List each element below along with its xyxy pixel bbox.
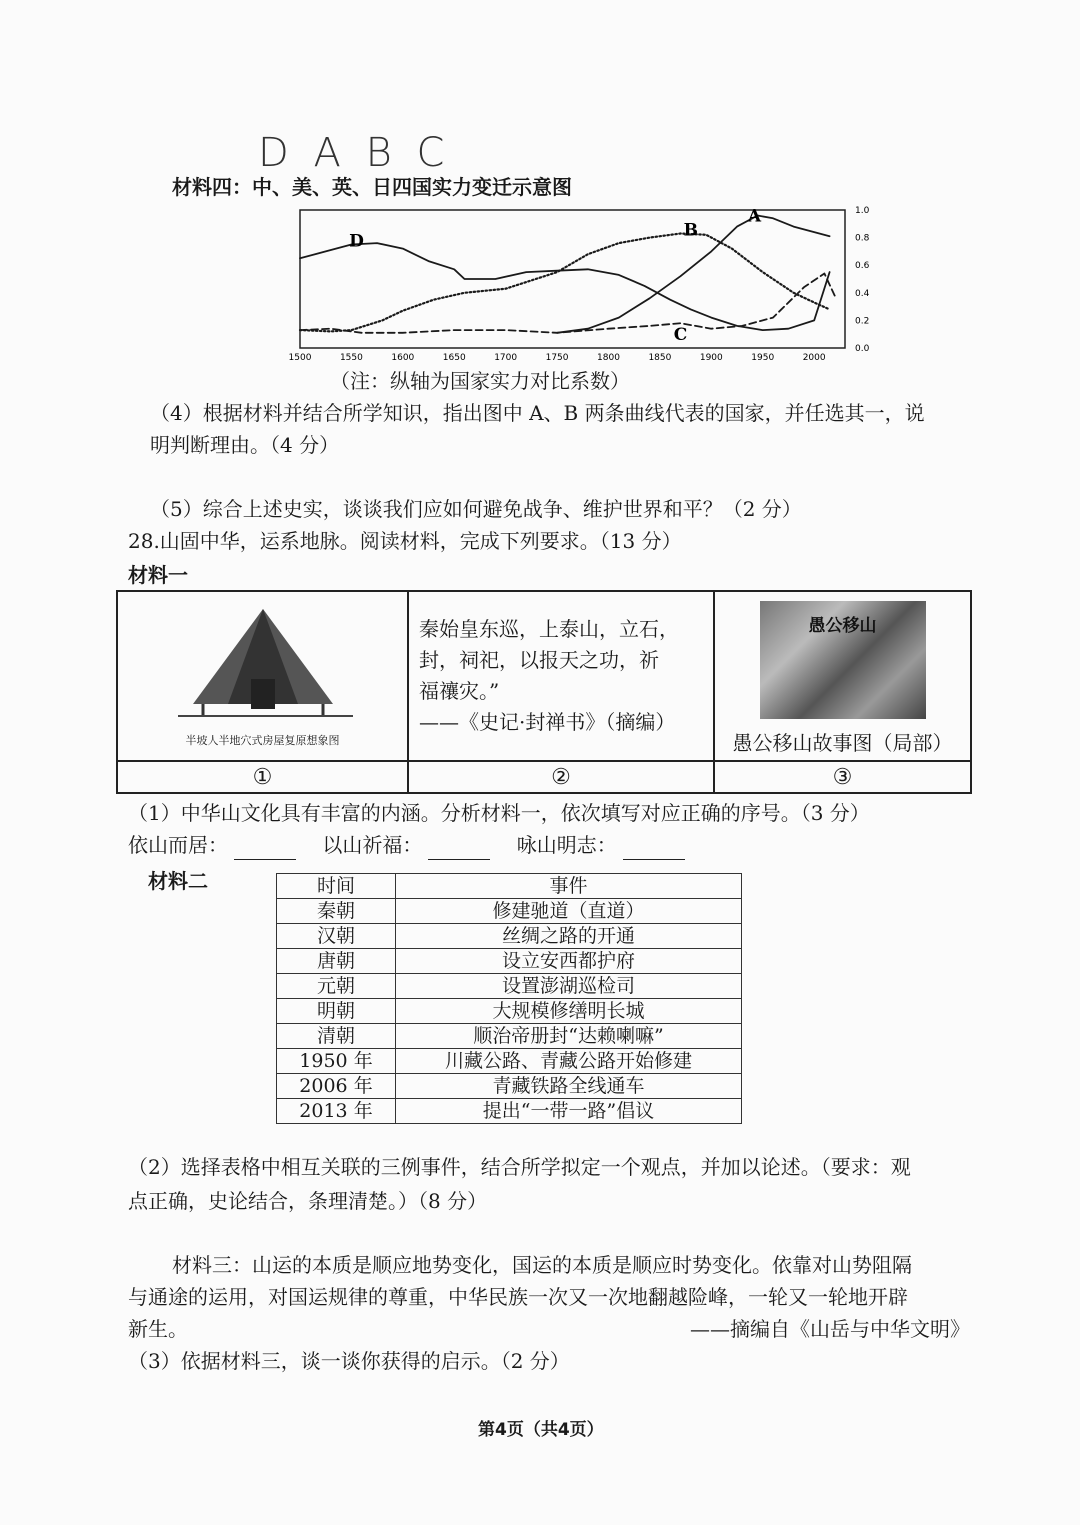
x-tick-label: 1800 xyxy=(597,353,620,363)
row-event: 提出“一带一路”倡议 xyxy=(396,1099,742,1124)
row-time: 2006 年 xyxy=(277,1074,396,1099)
table-row xyxy=(277,974,742,999)
blank-label-1: 依山而居： xyxy=(128,833,228,857)
material-one-label: 材料一 xyxy=(128,563,188,587)
question-5: （5）综合上述史实，谈谈我们应如何避免战争、维护世界和平？（2 分） xyxy=(150,497,802,521)
series-label-A: A xyxy=(747,206,762,227)
question-4-line1: （4）根据材料并结合所学知识，指出图中 A、B 两条曲线代表的国家，并任选其一，说 xyxy=(150,401,925,425)
x-tick-label: 1550 xyxy=(339,353,363,363)
handwritten-annotation: D A B C xyxy=(258,130,451,176)
x-tick-label: 1700 xyxy=(494,353,518,363)
series-line-B xyxy=(300,234,830,332)
row-time: 唐朝 xyxy=(277,949,396,974)
table-row xyxy=(277,924,742,949)
power-change-chart xyxy=(282,200,902,370)
question-2-line2: 点正确，史论结合，条理清楚。）（8 分） xyxy=(128,1189,488,1213)
cell-house-image xyxy=(117,591,408,761)
blank-1[interactable] xyxy=(234,837,296,860)
x-tick-label: 1900 xyxy=(699,353,723,363)
x-tick-label: 1600 xyxy=(391,353,415,363)
row-time: 元朝 xyxy=(277,974,396,999)
row-time: 2013 年 xyxy=(277,1099,396,1124)
material-four-title: 材料四：中、美、英、日四国实力变迁示意图 xyxy=(172,175,572,199)
y-tick-label: 0.0 xyxy=(855,344,870,354)
blank-2[interactable] xyxy=(428,837,490,860)
question-4-line2: 明判断理由。（4 分） xyxy=(150,433,340,457)
series-label-C: C xyxy=(673,325,688,346)
row-event: 顺治帝册封“达赖喇嘛” xyxy=(396,1024,742,1049)
row-event: 大规模修缮明长城 xyxy=(396,999,742,1024)
chart-note: （注：纵轴为国家实力对比系数） xyxy=(330,369,630,393)
material-three-source: ——摘编自《山岳与中华文明》 xyxy=(690,1317,970,1341)
series-line-C xyxy=(300,274,835,333)
question-1: （1）中华山文化具有丰富的内涵。分析材料一，依次填写对应正确的序号。（3 分） xyxy=(128,801,870,825)
quote-line-1: 秦始皇东巡，上泰山，立石， xyxy=(419,617,679,641)
x-tick-label: 1850 xyxy=(648,353,672,363)
row-event: 修建驰道（直道） xyxy=(396,899,742,924)
y-tick-label: 0.6 xyxy=(855,261,870,272)
row-event: 设置澎湖巡检司 xyxy=(396,974,742,999)
yugong-illustration xyxy=(760,601,926,719)
house-caption: 半坡人半地穴式房屋复原想象图 xyxy=(185,734,340,747)
material-three-line2: 与通途的运用，对国运规律的尊重，中华民族一次又一次地翻越险峰，一轮又一轮地开辟 xyxy=(128,1285,908,1309)
number-1: ① xyxy=(117,761,408,793)
series-line-D xyxy=(300,243,830,330)
chart-frame xyxy=(300,210,845,348)
question-2-line1: （2）选择表格中相互关联的三例事件，结合所学拟定一个观点，并加以论述。（要求：观 xyxy=(128,1155,911,1179)
table-row xyxy=(277,1024,742,1049)
yugong-caption: 愚公移山故事图（局部） xyxy=(732,730,953,755)
table-row xyxy=(277,1074,742,1099)
table-row xyxy=(277,1049,742,1074)
table-row xyxy=(277,899,742,924)
material-one-table xyxy=(116,590,972,794)
material-two-label: 材料二 xyxy=(148,869,208,893)
row-time: 秦朝 xyxy=(277,899,396,924)
row-event: 丝绸之路的开通 xyxy=(396,924,742,949)
number-2: ② xyxy=(408,761,714,793)
y-tick-label: 1.0 xyxy=(855,206,870,216)
banpo-house-illustration xyxy=(163,604,363,724)
cell-yugong-image xyxy=(714,591,971,761)
y-tick-label: 0.2 xyxy=(855,316,870,327)
quote-line-2: 封，祠祀，以报天之功，祈 xyxy=(419,648,659,672)
number-3: ③ xyxy=(714,761,971,793)
row-event: 青藏铁路全线通车 xyxy=(396,1074,742,1099)
y-tick-label: 0.4 xyxy=(855,288,870,299)
row-time: 汉朝 xyxy=(277,924,396,949)
series-label-B: B xyxy=(683,220,698,241)
x-tick-label: 2000 xyxy=(802,353,826,363)
series-label-D: D xyxy=(349,231,364,252)
x-tick-label: 1950 xyxy=(751,353,775,363)
row-time: 1950 年 xyxy=(277,1049,396,1074)
x-tick-label: 1650 xyxy=(442,353,466,363)
quote-line-3: 福禳灾。” xyxy=(419,679,500,703)
table-row xyxy=(277,999,742,1024)
material-two-table xyxy=(276,873,742,1124)
blank-3[interactable] xyxy=(623,837,685,860)
material-three-line1: 材料三：山运的本质是顺应地势变化，国运的本质是顺应时势变化。依靠对山势阻隔 xyxy=(172,1253,912,1277)
cell-quote xyxy=(408,591,714,761)
material-three-line3: 新生。 xyxy=(128,1317,188,1341)
header-time: 时间 xyxy=(277,874,396,899)
question-28: 28.山固中华，运系地脉。阅读材料，完成下列要求。（13 分） xyxy=(128,529,682,553)
row-event: 川藏公路、青藏公路开始修建 xyxy=(396,1049,742,1074)
row-time: 清朝 xyxy=(277,1024,396,1049)
table-row xyxy=(277,1099,742,1124)
row-time: 明朝 xyxy=(277,999,396,1024)
question-1-blanks xyxy=(128,830,705,860)
page-footer: 第4页（共4页） xyxy=(478,1420,604,1440)
blank-label-2: 以山祈福： xyxy=(322,833,423,857)
blank-label-3: 咏山明志： xyxy=(516,833,617,857)
header-event: 事件 xyxy=(396,874,742,899)
yugong-image-title: 愚公移山 xyxy=(808,615,877,636)
table-row xyxy=(277,949,742,974)
row-event: 设立安西都护府 xyxy=(396,949,742,974)
question-3: （3）依据材料三，谈一谈你获得的启示。（2 分） xyxy=(128,1349,570,1373)
quote-source: ——《史记·封禅书》（摘编） xyxy=(419,710,676,734)
x-tick-label: 1500 xyxy=(288,353,312,363)
y-tick-label: 0.8 xyxy=(855,233,870,244)
x-tick-label: 1750 xyxy=(545,353,569,363)
